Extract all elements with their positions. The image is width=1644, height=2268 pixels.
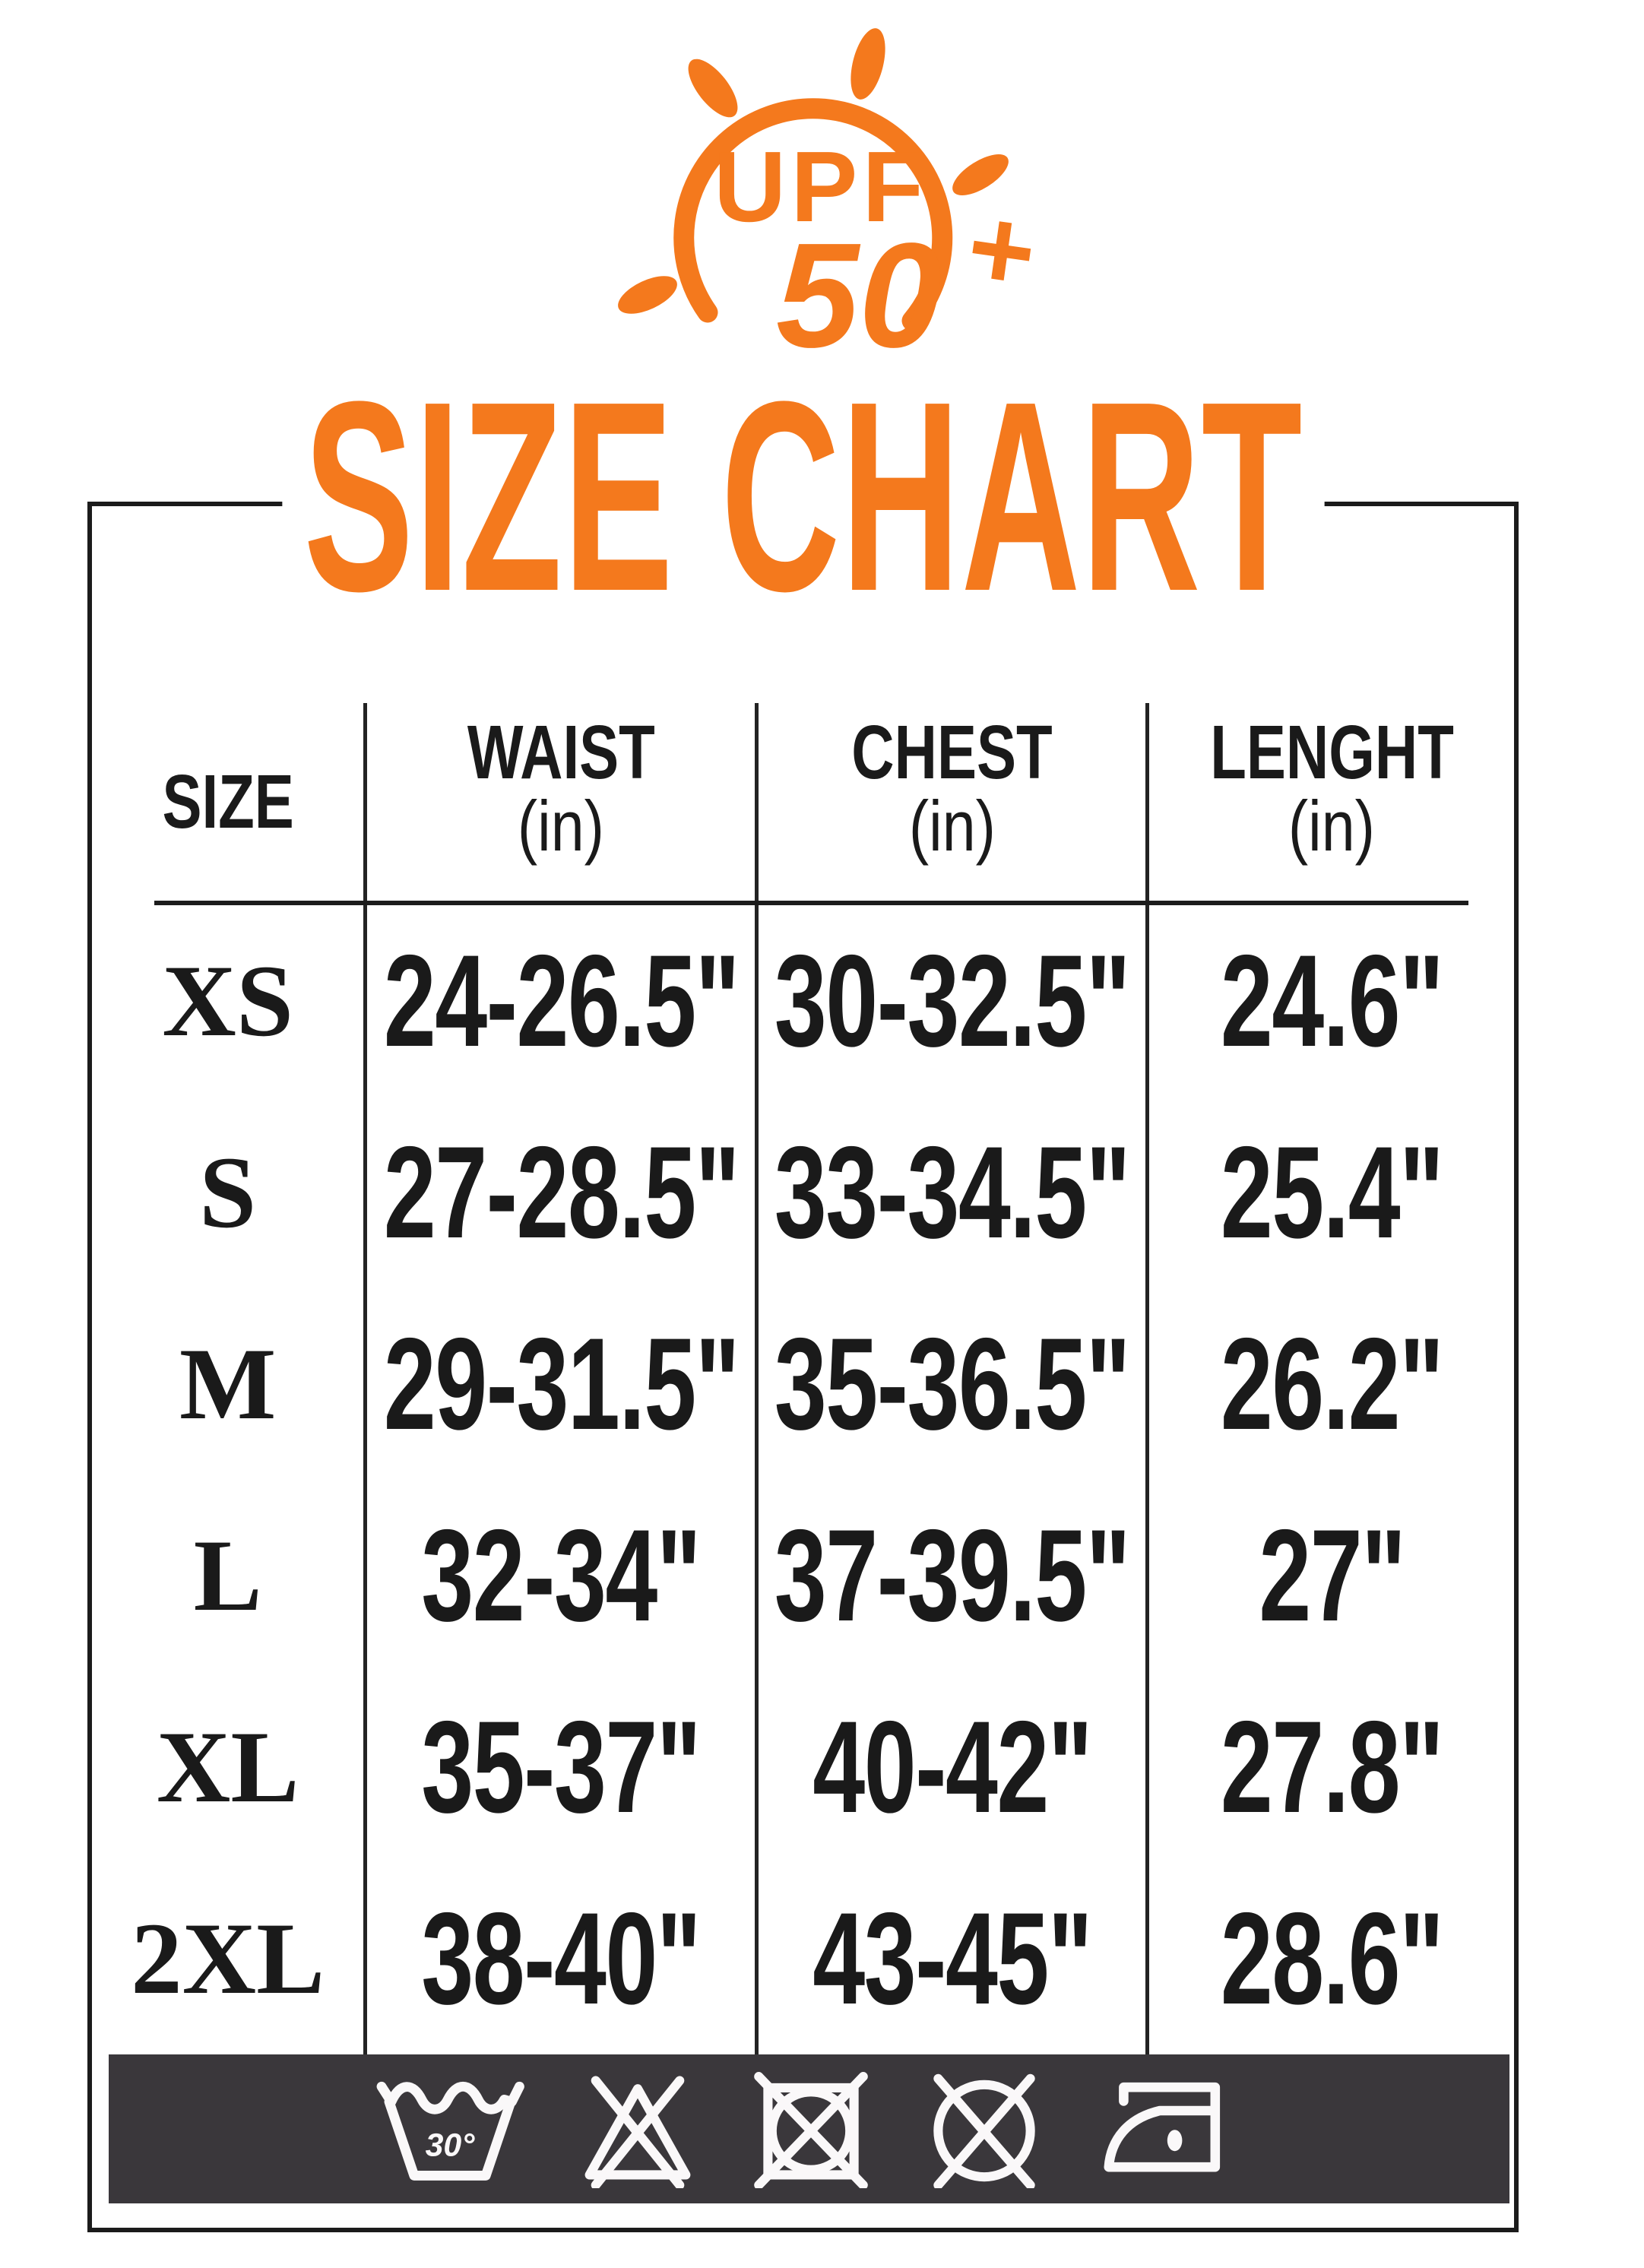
column-header-label: CHEST bbox=[851, 710, 1053, 795]
waist-value: 27-28.5" bbox=[383, 1120, 739, 1265]
care-instructions-bar bbox=[109, 2054, 1509, 2203]
chest-cell bbox=[755, 905, 1146, 1097]
length-cell bbox=[1145, 1671, 1514, 1863]
table-row bbox=[92, 1480, 1514, 1671]
plus-sign: + bbox=[959, 181, 1044, 318]
waist-cell bbox=[363, 905, 755, 1097]
size-label: S bbox=[199, 1136, 257, 1250]
size-cell bbox=[92, 1863, 363, 2054]
chest-cell bbox=[755, 1097, 1146, 1288]
column-header-label: SIZE bbox=[161, 759, 294, 844]
chest-value: 43-45" bbox=[812, 1886, 1092, 2032]
table-row bbox=[92, 1288, 1514, 1480]
table-header-row bbox=[92, 703, 1514, 901]
column-header-waist bbox=[363, 703, 755, 901]
column-header-chest bbox=[755, 703, 1146, 901]
size-label: XS bbox=[162, 944, 293, 1058]
column-header-unit: (in) bbox=[908, 786, 996, 866]
size-cell bbox=[92, 1480, 363, 1671]
chest-cell bbox=[755, 1671, 1146, 1863]
chart-frame bbox=[87, 346, 1519, 2232]
length-value: 28.6" bbox=[1220, 1886, 1443, 2032]
column-header-label: LENGHT bbox=[1209, 710, 1454, 795]
length-value: 27.8" bbox=[1220, 1694, 1443, 1840]
sun-icon bbox=[608, 21, 1064, 386]
chest-cell bbox=[755, 1480, 1146, 1671]
waist-cell bbox=[363, 1863, 755, 2054]
do-not-dry-clean-icon bbox=[923, 2070, 1046, 2188]
title-backdrop bbox=[282, 346, 1324, 648]
chest-cell bbox=[755, 1863, 1146, 2054]
size-cell bbox=[92, 1097, 363, 1288]
length-value: 27" bbox=[1259, 1503, 1405, 1649]
size-label: XL bbox=[156, 1710, 299, 1824]
length-cell bbox=[1145, 1097, 1514, 1288]
waist-cell bbox=[363, 1480, 755, 1671]
waist-value: 29-31.5" bbox=[383, 1311, 739, 1457]
chest-value: 40-42" bbox=[812, 1694, 1092, 1840]
waist-value: 24-26.5" bbox=[383, 928, 739, 1074]
column-header-length bbox=[1145, 703, 1514, 901]
upf-50-badge bbox=[608, 21, 1064, 386]
length-cell bbox=[1145, 1863, 1514, 2054]
wash-temp-label: 30° bbox=[425, 2127, 474, 2164]
size-label: L bbox=[193, 1519, 262, 1633]
waist-cell bbox=[363, 1671, 755, 1863]
waist-value: 32-34" bbox=[421, 1503, 701, 1649]
do-not-bleach-icon bbox=[576, 2070, 699, 2188]
chest-value: 33-34.5" bbox=[774, 1120, 1130, 1265]
sun-ray-icon bbox=[844, 25, 892, 103]
chest-value: 30-32.5" bbox=[774, 928, 1130, 1074]
do-not-tumble-dry-icon bbox=[749, 2070, 873, 2188]
waist-value: 35-37" bbox=[421, 1694, 701, 1840]
length-value: 25.4" bbox=[1220, 1120, 1443, 1265]
size-cell bbox=[92, 905, 363, 1097]
size-label: 2XL bbox=[131, 1902, 325, 2016]
size-cell bbox=[92, 1671, 363, 1863]
table-row bbox=[92, 1097, 1514, 1288]
sun-ray-icon bbox=[613, 268, 683, 322]
column-header-size bbox=[92, 703, 363, 901]
chest-value: 37-39.5" bbox=[774, 1503, 1130, 1649]
upf-rating: 50 bbox=[775, 212, 942, 379]
column-header-unit: (in) bbox=[518, 786, 605, 866]
size-label: M bbox=[179, 1327, 277, 1441]
waist-cell bbox=[363, 1288, 755, 1480]
waist-cell bbox=[363, 1097, 755, 1288]
page-title: SIZE CHART bbox=[303, 346, 1303, 648]
length-cell bbox=[1145, 905, 1514, 1097]
waist-value: 38-40" bbox=[421, 1886, 701, 2032]
chest-value: 35-36.5" bbox=[774, 1311, 1130, 1457]
size-table bbox=[92, 703, 1514, 2054]
length-cell bbox=[1145, 1480, 1514, 1671]
size-cell bbox=[92, 1288, 363, 1480]
machine-wash-30-icon bbox=[374, 2069, 526, 2189]
iron-low-heat-icon bbox=[1096, 2073, 1245, 2185]
column-header-label: WAIST bbox=[467, 710, 655, 795]
upf-label: UPF bbox=[714, 131, 928, 242]
table-row bbox=[92, 905, 1514, 1097]
column-header-unit: (in) bbox=[1288, 786, 1376, 866]
sun-ray-icon bbox=[679, 51, 746, 125]
table-row bbox=[92, 1863, 1514, 2054]
iron-dot bbox=[1167, 2130, 1182, 2151]
table-row bbox=[92, 1671, 1514, 1863]
length-value: 26.2" bbox=[1220, 1311, 1443, 1457]
chest-cell bbox=[755, 1288, 1146, 1480]
length-value: 24.6" bbox=[1220, 928, 1443, 1074]
length-cell bbox=[1145, 1288, 1514, 1480]
